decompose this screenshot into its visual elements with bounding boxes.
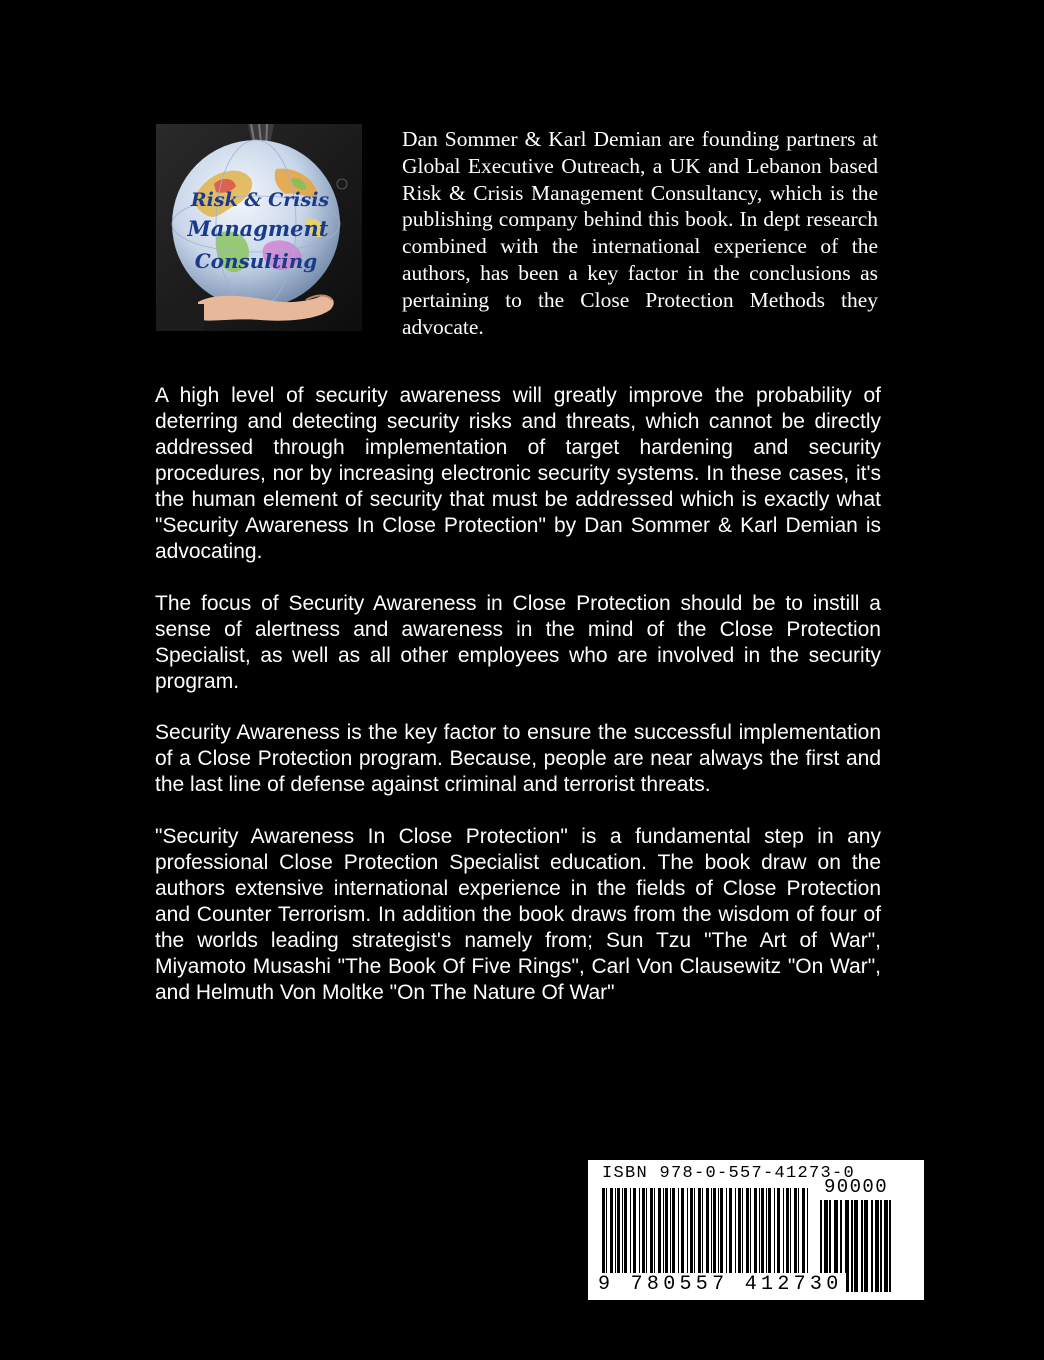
barcode-bar (698, 1188, 701, 1280)
barcode-bar (880, 1200, 882, 1292)
barcode-bar (720, 1188, 723, 1280)
barcode-bar (889, 1200, 891, 1292)
barcode-bar (718, 1188, 719, 1280)
barcode-bar (694, 1188, 695, 1280)
barcode-bar (754, 1188, 757, 1280)
barcode-bar (768, 1188, 771, 1280)
barcode-bar (759, 1188, 760, 1280)
barcode-bar (726, 1188, 727, 1280)
barcode-bar (711, 1188, 712, 1280)
barcode-bar (766, 1188, 767, 1280)
barcode-bar (602, 1188, 605, 1280)
barcode-bar (875, 1200, 879, 1292)
barcode-bar (672, 1188, 675, 1280)
barcode-bar (871, 1200, 873, 1292)
description-paragraph-2: The focus of Security Awareness in Close Protection should be to instill a sense of alertness and awareness in the mind of the Close Protection Specialist, as well as all other employees who are involved in the security program. (155, 591, 881, 693)
globe-caption-line-1: Risk & Crisis (190, 189, 330, 211)
price-code: 90000 (824, 1176, 889, 1198)
barcode-bar (790, 1188, 791, 1280)
barcode-bar (774, 1188, 775, 1280)
barcode-bar (678, 1188, 679, 1280)
author-globe-photo (156, 124, 362, 331)
barcode-bar (807, 1188, 808, 1280)
barcode-bar (794, 1188, 797, 1280)
isbn-label: ISBN 978-0-557-41273-0 (602, 1164, 856, 1183)
author-bio: Dan Sommer & Karl Demian are founding partners at Global Executive Outreach, a UK and Lebanon based Risk & Crisis Management Consultancy, which is the publishing company behind this book. In dept research combined with the international experience of the authors, has been a key factor in the conclusions as pertaining to the Close Protection Methods they advocate. (402, 127, 878, 339)
barcode-bar (845, 1200, 849, 1292)
barcode-bar (702, 1188, 703, 1280)
barcode-bar (610, 1188, 613, 1280)
barcode-bar (802, 1188, 805, 1280)
globe-caption-line-3: Consulting (194, 249, 318, 273)
barcode-bar (650, 1188, 653, 1280)
barcode-bar (663, 1188, 664, 1280)
barcode-bar (622, 1188, 623, 1280)
barcode-bar (642, 1188, 645, 1280)
barcode-bar (742, 1188, 743, 1280)
barcode-bar (646, 1188, 647, 1280)
globe-caption-line-2: Managment (187, 216, 329, 241)
barcode-bar (670, 1188, 671, 1280)
barcode-bar (777, 1188, 780, 1280)
barcode-bar (713, 1188, 716, 1280)
ean-digits: 9 780557 412730 (598, 1273, 846, 1296)
barcode-bar (665, 1188, 668, 1280)
barcode-bar (615, 1188, 616, 1280)
book-description (155, 383, 881, 1031)
barcode-bar (864, 1200, 868, 1292)
barcode-bar (654, 1188, 655, 1280)
barcode-bar (687, 1188, 688, 1280)
barcode-bar (735, 1188, 736, 1280)
barcode-bar (729, 1188, 732, 1280)
barcode-bar (706, 1188, 709, 1280)
barcode-bar (861, 1200, 863, 1292)
barcode-bar (884, 1200, 888, 1292)
barcode-bar (617, 1188, 620, 1280)
description-paragraph-3: Security Awareness is the key factor to ensure the successful implementation of a Close Protection program. Because, people are near always the first and the last line of defense against criminal and terrorist threats. (155, 721, 881, 796)
isbn-barcode (588, 1160, 924, 1300)
barcode-bar (750, 1188, 751, 1280)
barcode-bar (851, 1200, 853, 1292)
barcode-bar (606, 1188, 607, 1280)
barcode-bar (798, 1188, 799, 1280)
globe-image (156, 124, 362, 331)
ean-barcode-bars (602, 1188, 812, 1280)
barcode-bar (786, 1188, 789, 1280)
barcode-bar (761, 1188, 764, 1280)
barcode-bar (630, 1188, 631, 1280)
barcode-bar (624, 1188, 627, 1280)
barcode-bar (690, 1188, 693, 1280)
barcode-bar (783, 1188, 784, 1280)
barcode-bar (639, 1188, 640, 1280)
barcode-bar (854, 1200, 858, 1292)
barcode-bar (681, 1188, 684, 1280)
barcode-bar (746, 1188, 749, 1280)
description-paragraph-1: A high level of security awareness will greatly improve the probability of deterring and detecting security risks and threats, which cannot be directly addressed through implementation of target hardening and security procedures, nor by increasing electronic security systems. In these cases, it's the human element of security that must be addressed which is exactly what "Security Awareness In Close Protection" by Dan Sommer & Karl Demian is advocating. (155, 384, 881, 563)
barcode-bar (633, 1188, 636, 1280)
barcode-bar (658, 1188, 661, 1280)
barcode-bar (738, 1188, 741, 1280)
description-paragraph-4: "Security Awareness In Close Protection" is a fundamental step in any professional Close Protection Specialist education. The book draw on the authors extensive international experience in the fields of Close Protection and Counter Terrorism. In addition the book draws from the wisdom of four of the worlds leading strategist's namely from; Sun Tzu "The Art of War", Miyamoto Musashi "The Book Of Five Rings", Carl Von Clausewitz "On War", and Helmuth Von Moltke "On The Nature Of War" (155, 824, 881, 1004)
